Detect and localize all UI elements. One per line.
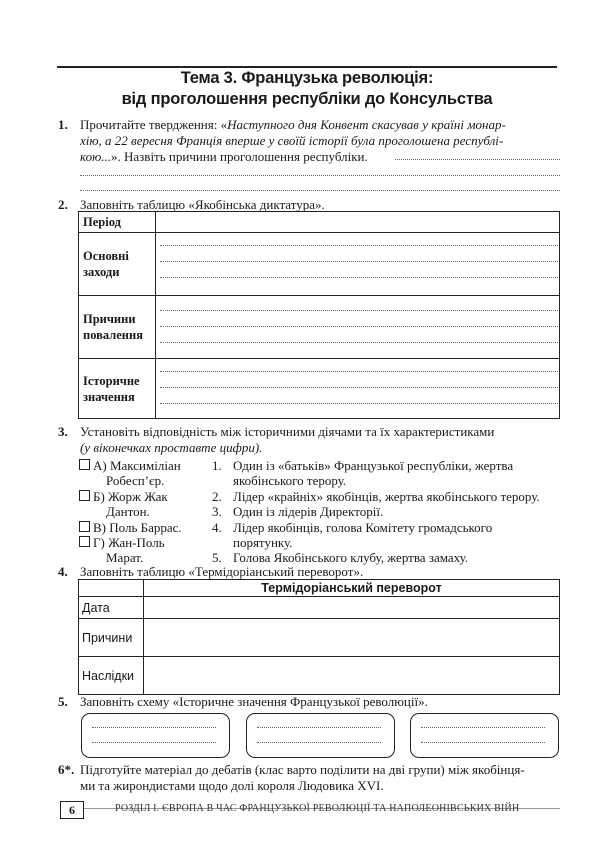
answer-line[interactable] [160, 342, 558, 343]
answer-line[interactable] [160, 403, 558, 404]
row-label-meaning: Історичне значення [79, 359, 156, 419]
answer-box[interactable] [79, 521, 90, 532]
person-d-line-2: Марат. [106, 550, 144, 565]
page-title-line-1: Тема 3. Французька революція: [180, 69, 434, 87]
consequences-cell[interactable] [144, 657, 560, 695]
thermidor-table [78, 579, 560, 695]
answer-line[interactable] [257, 742, 381, 743]
task-1-quote-1: Наступного дня Конвент скасував у країні монар- [227, 117, 506, 132]
task-1-lead: Прочитайте твердження: « [80, 117, 228, 132]
answer-line[interactable] [160, 261, 558, 262]
person-a-line-2: Робесп’єр. [106, 473, 165, 488]
task-1-line-1 [80, 117, 560, 133]
task-3-number: 3. [58, 424, 68, 439]
page-title-line-2: від проголошення республіки до Консульства [121, 90, 493, 108]
person-b: Б) Жорж Жак [79, 489, 168, 505]
measures-cell[interactable] [156, 233, 560, 296]
scheme-box-2[interactable] [246, 713, 395, 758]
person-b-line-2: Дантон. [106, 504, 150, 519]
item-3-num: 3. [212, 504, 222, 519]
task-1-quote-3: кою... [80, 149, 112, 164]
scheme-box-3[interactable] [410, 713, 559, 758]
task-1-number: 1. [58, 117, 68, 132]
task-6-line-2: ми та жирондистами щодо долі короля Людовика XVI. [80, 778, 384, 793]
answer-line[interactable] [160, 310, 558, 311]
answer-line[interactable] [160, 245, 558, 246]
answer-box[interactable] [79, 459, 90, 470]
task-1-line-3 [80, 149, 368, 165]
header-corner-cell [79, 580, 144, 597]
row-label-measures: Основні заходи [79, 233, 156, 296]
item-1-num: 1. [212, 458, 222, 473]
answer-line[interactable] [421, 742, 545, 743]
item-5-text: Голова Якобінського клубу, жертва замаху. [233, 550, 469, 565]
answer-line[interactable] [160, 326, 558, 327]
page-number: 6 [60, 801, 84, 819]
task-1-quote-2: хію, а 22 вересня Франція вперше у своїй історії була проголошена республі- [80, 133, 504, 148]
meaning-cell[interactable] [156, 359, 560, 419]
answer-line[interactable] [160, 277, 558, 278]
task-4-text: Заповніть таблицю «Термідоріанський переворот». [80, 564, 364, 579]
scheme-box-1[interactable] [81, 713, 230, 758]
date-cell[interactable] [144, 597, 560, 619]
item-4-text: Лідер якобінців, голова Комітету громадського [233, 520, 493, 535]
answer-line[interactable] [160, 371, 558, 372]
causes-cell[interactable] [144, 619, 560, 657]
answer-line[interactable] [80, 190, 560, 191]
answer-line[interactable] [80, 175, 560, 176]
task-1-tail: ». Назвіть причини проголошення республіки. [111, 149, 368, 164]
item-1-text: Один із «батьків» Французької республіки, жертва [233, 458, 514, 473]
person-c: В) Поль Баррас. [79, 520, 182, 536]
task-3-hint: (у віконечках проставте цифри). [80, 440, 263, 455]
task-4-number: 4. [58, 564, 68, 579]
answer-line[interactable] [257, 727, 381, 728]
answer-line[interactable] [92, 742, 216, 743]
answer-line[interactable] [160, 387, 558, 388]
item-4-text-2: порятунку. [233, 535, 293, 550]
fall-cell[interactable] [156, 296, 560, 359]
period-cell[interactable] [156, 212, 560, 233]
answer-line[interactable] [395, 159, 560, 160]
answer-line[interactable] [421, 727, 545, 728]
jacobin-table [78, 211, 560, 419]
person-d: Г) Жан-Поль [79, 535, 165, 551]
item-1-text-2: якобінського терору. [233, 473, 347, 488]
person-a: А) Максиміліан [79, 458, 181, 474]
task-6-line-1: Підготуйте матеріал до дебатів (клас варто поділити на дві групи) між якобінця- [80, 762, 525, 777]
item-4-num: 4. [212, 520, 222, 535]
item-3-text: Один із лідерів Директорії. [233, 504, 384, 519]
item-5-num: 5. [212, 550, 222, 565]
task-5-text: Заповніть схему «Історичне значення Французької революції». [80, 694, 428, 709]
thermidor-header: Термідоріанський переворот [144, 580, 560, 597]
answer-box[interactable] [79, 490, 90, 501]
task-5-number: 5. [58, 694, 68, 709]
task-6-number: 6*. [58, 762, 75, 777]
row-label-consequences: Наслідки [79, 657, 144, 695]
item-2-text: Лідер «крайніх» якобінців, жертва якобінського терору. [233, 489, 540, 504]
row-label-date: Дата [79, 597, 144, 619]
task-3-text: Установіть відповідність між історичними діячами та їх характеристиками [80, 424, 495, 439]
answer-line[interactable] [92, 727, 216, 728]
section-title: РОЗДІЛ I. ЄВРОПА В ЧАС ФРАНЦУЗЬКОЇ РЕВОЛЮЦІЇ ТА НАПОЛЕОНІВСЬКИХ ВІЙН [115, 803, 520, 814]
row-label-causes: Причини [79, 619, 144, 657]
row-label-period: Період [79, 212, 156, 233]
task-2-number: 2. [58, 197, 68, 212]
item-2-num: 2. [212, 489, 222, 504]
task-2-text: Заповніть таблицю «Якобінська диктатура». [80, 197, 325, 212]
row-label-fall: Причини повалення [79, 296, 156, 359]
answer-box[interactable] [79, 536, 90, 547]
